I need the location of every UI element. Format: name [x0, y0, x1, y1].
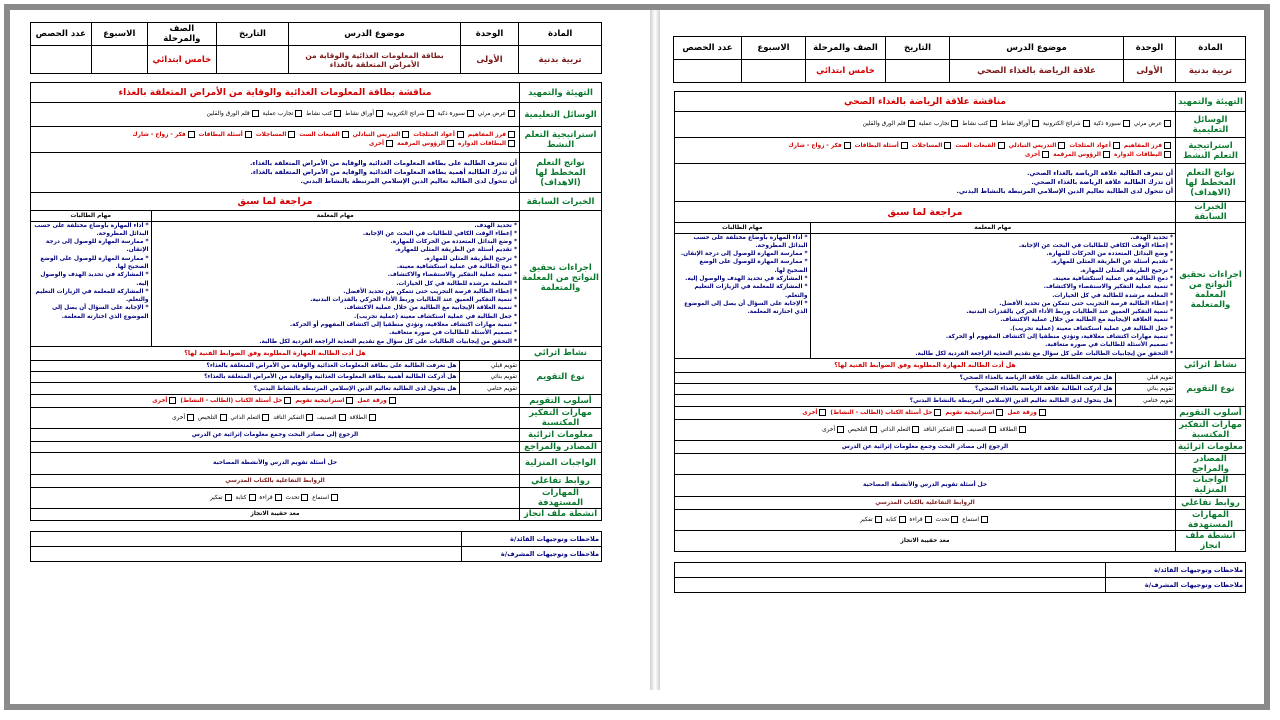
evaluation-label: نوع التقويم [1176, 372, 1246, 406]
procedures-label: اجراءات تحقيق النواتج من المعلمة والمتعلمة [1176, 223, 1246, 359]
strategy-list: فرز المفاهيم أعواد المثلجات التدريس التبادلي القبعات الست المساجلات أسئلة البطاقات فكر - زواج - شارك البطاقات الدوارة الرؤوس المرقمة أخرى [675, 138, 1176, 164]
evaluation-table: تقويم قبلي هل تعرفت الطالبة على بطاقة المعلومات الغذائية والوقاية من الأمراض المتعلقة بالغذاء؟ تقويم بنائي هل أدركت الطالبة أهمية بطاقة المعلومات الغذائية والوقاية من الأمراض المتعلقة بالغذاء؟ تقويم ختامي هل يتحول لدى الطالبة تعاليم الدين الإسلامي المرتبطة بالنشاط البدني؟ [31, 361, 519, 394]
teacher-tasks-header: مهام المعلمة [810, 223, 1175, 233]
notes-table [674, 562, 1246, 593]
links-text: الروابط التفاعلية بالكتاب المدرسي [675, 496, 1176, 509]
evaluation-cell [31, 360, 520, 394]
notes-lead-value[interactable] [675, 562, 1106, 577]
eval-style-list: ورقة عمل استراتيجية تقويم حل أسئلة الكتاب (الطالب - النشاط) أخرى [31, 394, 520, 407]
week-value [91, 46, 147, 74]
notes-lead-label: ملاحظات وتوجيهات القائد/ة [462, 531, 602, 546]
grade-label: الصف والمرحلة [806, 37, 886, 60]
eval-style-label: أسلوب التقويم [520, 394, 602, 407]
homework-label: الواجبات المنزلية [520, 452, 602, 474]
portfolio-label: انشطة ملف انجاز [520, 508, 602, 520]
teacher-tasks: * تحديد الهدف. * إعطاء الوقت الكافي للطالبات في البحث عن الإجابة. * وضع البدائل المتعددة من الحركات للمهارة. * تقديم أسئلة عن الطريقة المثلى للمهارة. * ترجيح الطريقة المثلى للمهارة. * دمج الطالبة في عملية استكشافية معينة. * تنمية عملية التفكير والاستقصاء والاكتشاف. * المعلمة مرشدة للطالبة في كل الخيارات. * إعطاء الطالبة فرصة التجريب حتى تتمكن من تحديد الأفضل. * تنمية التفكير العميق عند الطالبات وربط الأداء الحركي بالقدرات البدنية. * تنمية العلاقة الإيجابية مع الطالبة من خلال عملية الاكتشاف. * جعل الطالبة في عملية استكشاف معينة (عملية تجريب). * تنمية مهارات اكتشاف معلاقية، وتؤدي منطقيا إلى اكتشاف المفهوم أو الحركة. * تصميم الأسئلة للطالبات في صورة متعاقبة. * التحقق من إيجابيات الطالبات على كل سؤال مع تقديم التغذية الراجعة الفردية لكل طالبة. [810, 233, 1175, 358]
eval-style-list: ورقة عمل استراتيجية تقويم حل أسئلة الكتاب (الطالب - النشاط) أخرى [675, 406, 1176, 419]
sources-label: المصادر والمراجع [520, 441, 602, 452]
unit-value: الأولى [1124, 60, 1176, 83]
periods-label: عدد الحصص [31, 23, 92, 46]
intro-text: مناقشة بطاقة المعلومات الغذائية والوقاية من الأمراض المتعلقة بالغذاء [31, 83, 520, 103]
date-label: التاريخ [886, 37, 950, 60]
procedures-table [31, 211, 519, 346]
skills-label: المهارات المستهدفة [1176, 509, 1246, 530]
notes-sup-label: ملاحظات وتوجيهات المشرف/ة [1106, 577, 1246, 592]
periods-value [31, 46, 92, 74]
extra-info-text: الرجوع إلى مصادر البحث وجمع معلومات إثرائية عن الدرس [31, 428, 520, 441]
subject-label: المادة [519, 23, 602, 46]
week-label: الاسبوع [91, 23, 147, 46]
evaluation-table: تقويم قبلي هل تعرفت الطالبة على علاقة الرياضة بالغذاء الصحي؟ تقويم بنائي هل أدركت الطالبة علاقة الرياضة بالغذاء الصحي؟ تقويم ختامي هل يتحول لدى الطالبة تعاليم الدين الإسلامي المرتبطة بالنشاط البدني؟ [675, 373, 1175, 406]
subject-value: تربية بدنية [519, 46, 602, 74]
procedures-cell [31, 211, 520, 347]
page-divider [650, 10, 660, 690]
unit-label: الوحدة [1124, 37, 1176, 60]
unit-value: الأولى [460, 46, 519, 74]
aids-list: عرض مرئي سبورة ذكية شرائح الكترونية أوراق نشاط كتب نشاط تجارب عملية قلم الورق والقلين [31, 103, 520, 127]
periods-value [674, 60, 742, 83]
procedures-label: اجراءات تحقيق النواتج من المعلمة والمتعلمة [520, 211, 602, 347]
intro-text: مناقشة علاقة الرياضة بالغذاء الصحي [675, 92, 1176, 112]
date-label: التاريخ [216, 23, 289, 46]
skills-label: المهارات المستهدفة [520, 487, 602, 508]
thinking-label: مهارات التفكير المكتسبة [1176, 419, 1246, 440]
enrichment-label: نشاط اثرائي [1176, 358, 1246, 372]
prior-label: الخبرات السابقة [520, 193, 602, 211]
teacher-tasks: * تحديد الهدف. * إعطاء الوقت الكافي للطالبات في البحث عن الإجابة. * وضع البدائل المتعددة من الحركات للمهارة. * تقديم أسئلة عن الطريقة المثلى للمهارة. * ترجيح الطريقة المثلى للمهارة. * دمج الطالبة في عملية استكشافية معينة. * تنمية عملية التفكير والاستقصاء والاكتشاف. * المعلمة مرشدة للطالبة في كل الخيارات. * إعطاء الطالبة فرصة التجريب حتى تتمكن من تحديد الأفضل. * تنمية التفكير العميق عند الطالبات وربط الأداء الحركي بالقدرات البدنية. * تنمية العلاقة الإيجابية مع الطالبة من خلال عملية الاكتشاف. * جعل الطالبة في عملية استكشاف معينة (عملية تجريب). * تنمية مهارات اكتشاف معلاقية، وتؤدي منطقيا إلى اكتشاف المفهوم أو الحركة. * تصميم الأسئلة للطالبات في صورة متعاقبة. * التحقق من إيجابيات الطالبات على كل سؤال مع تقديم التغذية الراجعة الفردية لكل طالبة. [151, 221, 519, 346]
grade-value: خامس ابتدائي [806, 60, 886, 83]
lesson-plan-right [674, 36, 1246, 698]
homework-text: حل أسئلة تقويم الدرس والأنشطة المصاحبة [31, 452, 520, 474]
sources-value [31, 441, 520, 452]
aids-label: الوسائل التعليمية [520, 103, 602, 127]
grade-label: الصف والمرحلة [148, 23, 217, 46]
notes-sup-value[interactable] [675, 577, 1106, 592]
notes-sup-label: ملاحظات وتوجيهات المشرف/ة [462, 546, 602, 561]
notes-table [30, 531, 602, 562]
thinking-label: مهارات التفكير المكتسبة [520, 407, 602, 428]
student-tasks-header: مهام الطالبات [31, 211, 151, 221]
enrichment-label: نشاط اثرائي [520, 346, 602, 360]
week-label: الاسبوع [742, 37, 806, 60]
intro-label: التهيئة والتمهيد [520, 83, 602, 103]
teacher-tasks-header: مهام المعلمة [151, 211, 519, 221]
enrichment-text: هل أدت الطالبة المهارة المطلوبة وفق الضوابط الفنية لها؟ [675, 358, 1176, 372]
week-value [742, 60, 806, 83]
evaluation-cell [675, 372, 1176, 406]
eval-style-label: أسلوب التقويم [1176, 406, 1246, 419]
thinking-list: الطلاقة التصنيف التفكير الناقد التعلم الذاتي التلخيص أخرى [31, 407, 520, 428]
aids-list: عرض مرئي سبورة ذكية شرائح الكترونية أوراق نشاط كتب نشاط تجارب عملية قلم الورق والقلين [675, 112, 1176, 138]
strategy-label: استراتيجية التعلم النشط [520, 127, 602, 153]
header-table [673, 36, 1246, 83]
enrichment-text: هل أدت الطالبة المهارة المطلوبة وفق الضوابط الفنية لها؟ [31, 346, 520, 360]
portfolio-text: معد حقيبة الانجاز [31, 508, 520, 520]
homework-text: حل أسئلة تقويم الدرس والأنشطة المصاحبة [675, 474, 1176, 496]
periods-label: عدد الحصص [674, 37, 742, 60]
prior-text: مراجعة لما سبق [31, 193, 520, 211]
links-label: روابط تفاعلي [1176, 496, 1246, 509]
notes-lead-value[interactable] [31, 531, 462, 546]
links-text: الروابط التفاعلية بالكتاب المدرسي [31, 474, 520, 487]
extra-info-text: الرجوع إلى مصادر البحث وجمع معلومات إثرائية عن الدرس [675, 440, 1176, 453]
strategy-label: استراتيجية التعلم النشط [1176, 138, 1246, 164]
plan-table [674, 91, 1246, 552]
outcomes-list: أن تتعرف الطالبة على بطاقة المعلومات الغذائية والوقاية من الأمراض المتعلقة بالغذاء. أن تدرك الطالبة أهمية بطاقة المعلومات الغذائية والوقاية من الأمراض المتعلقة بالغذاء. أن تتحول لدى الطالبة تعاليم الدين الإسلامي المرتبطة بالنشاط البدني. [31, 153, 520, 193]
procedures-table [675, 223, 1175, 358]
header-table [30, 22, 602, 74]
intro-label: التهيئة والتمهيد [1176, 92, 1246, 112]
date-value [886, 60, 950, 83]
topic-label: موضوع الدرس [950, 37, 1124, 60]
student-tasks: * أداء المهارة بأوضاع مختلفة على حسب البدائل المطروحة. * ممارسة المهارة للوصول إلى درجة الإتقان. * ممارسة المهارة للوصول على الوضع الصحيح لها. * المشاركة في تحديد الهدف والوصول إليه. * المشاركة للمعلمة في الزيارات التعليم والتعلم. * الإجابة على السؤال أن يصل إلى الموضوع الذي اختارته المعلمة. [675, 233, 810, 358]
sources-label: المصادر والمراجع [1176, 453, 1246, 474]
procedures-cell [675, 223, 1176, 359]
topic-value: علاقة الرياضة بالغذاء الصحي [950, 60, 1124, 83]
homework-label: الواجبات المنزلية [1176, 474, 1246, 496]
thinking-list: الطلاقة التصنيف التفكير الناقد التعلم الذاتي التلخيص أخرى [675, 419, 1176, 440]
topic-label: موضوع الدرس [289, 23, 461, 46]
subject-value: تربية بدنية [1176, 60, 1246, 83]
portfolio-label: انشطة ملف انجاز [1176, 530, 1246, 551]
grade-value: خامس ابتدائي [148, 46, 217, 74]
lesson-plan-left [30, 22, 602, 692]
notes-lead-label: ملاحظات وتوجيهات القائد/ة [1106, 562, 1246, 577]
portfolio-text: معد حقيبة الانجاز [675, 530, 1176, 551]
notes-sup-value[interactable] [31, 546, 462, 561]
prior-text: مراجعة لما سبق [675, 202, 1176, 223]
prior-label: الخبرات السابقة [1176, 202, 1246, 223]
links-label: روابط تفاعلي [520, 474, 602, 487]
unit-label: الوحدة [460, 23, 519, 46]
student-tasks-header: مهام الطالبات [675, 223, 810, 233]
extra-info-label: معلومات اثرائية [520, 428, 602, 441]
topic-value: بطاقة المعلومات الغذائية والوقاية من الأمراض المتعلقة بالغذاء [289, 46, 461, 74]
skills-list: استماع تحدث قراءة كتابة تفكير [675, 509, 1176, 530]
evaluation-label: نوع التقويم [520, 360, 602, 394]
sources-value [675, 453, 1176, 474]
outcomes-list: أن تتعرف الطالبة علاقة الرياضة بالغذاء الصحي. أن تدرك الطالبة علاقة الرياضة بالغذاء الصحي. أن تتحول لدى الطالبة تعاليم الدين الإسلامي المرتبطة بالنشاط البدني. [675, 164, 1176, 202]
plan-table [30, 82, 602, 521]
subject-label: المادة [1176, 37, 1246, 60]
strategy-list: فرز المفاهيم أعواد المثلجات التدريس التبادلي القبعات الست المساجلات أسئلة البطاقات فكر - زواج - شارك البطاقات الدوارة الرؤوس المرقمة أخرى [31, 127, 520, 153]
outcomes-label: نواتج التعلم المخطط لها (الاهداف) [1176, 164, 1246, 202]
aids-label: الوسائل التعليمية [1176, 112, 1246, 138]
skills-list: استماع تحدث قراءة كتابة تفكير [31, 487, 520, 508]
outcomes-label: نواتج التعلم المخطط لها (الاهداف) [520, 153, 602, 193]
extra-info-label: معلومات اثرائية [1176, 440, 1246, 453]
student-tasks: * أداء المهارة بأوضاع مختلفة على حسب البدائل المطروحة. * ممارسة المهارة للوصول إلى درجة الإتقان. * ممارسة المهارة للوصول على الوضع الصحيح لها. * المشاركة في تحديد الهدف والوصول إليه. * المشاركة للمعلمة في الزيارات التعليم والتعلم. * الإجابة على السؤال أن يصل إلى الموضوع الذي اختارته المعلمة. [31, 221, 151, 346]
date-value [216, 46, 289, 74]
